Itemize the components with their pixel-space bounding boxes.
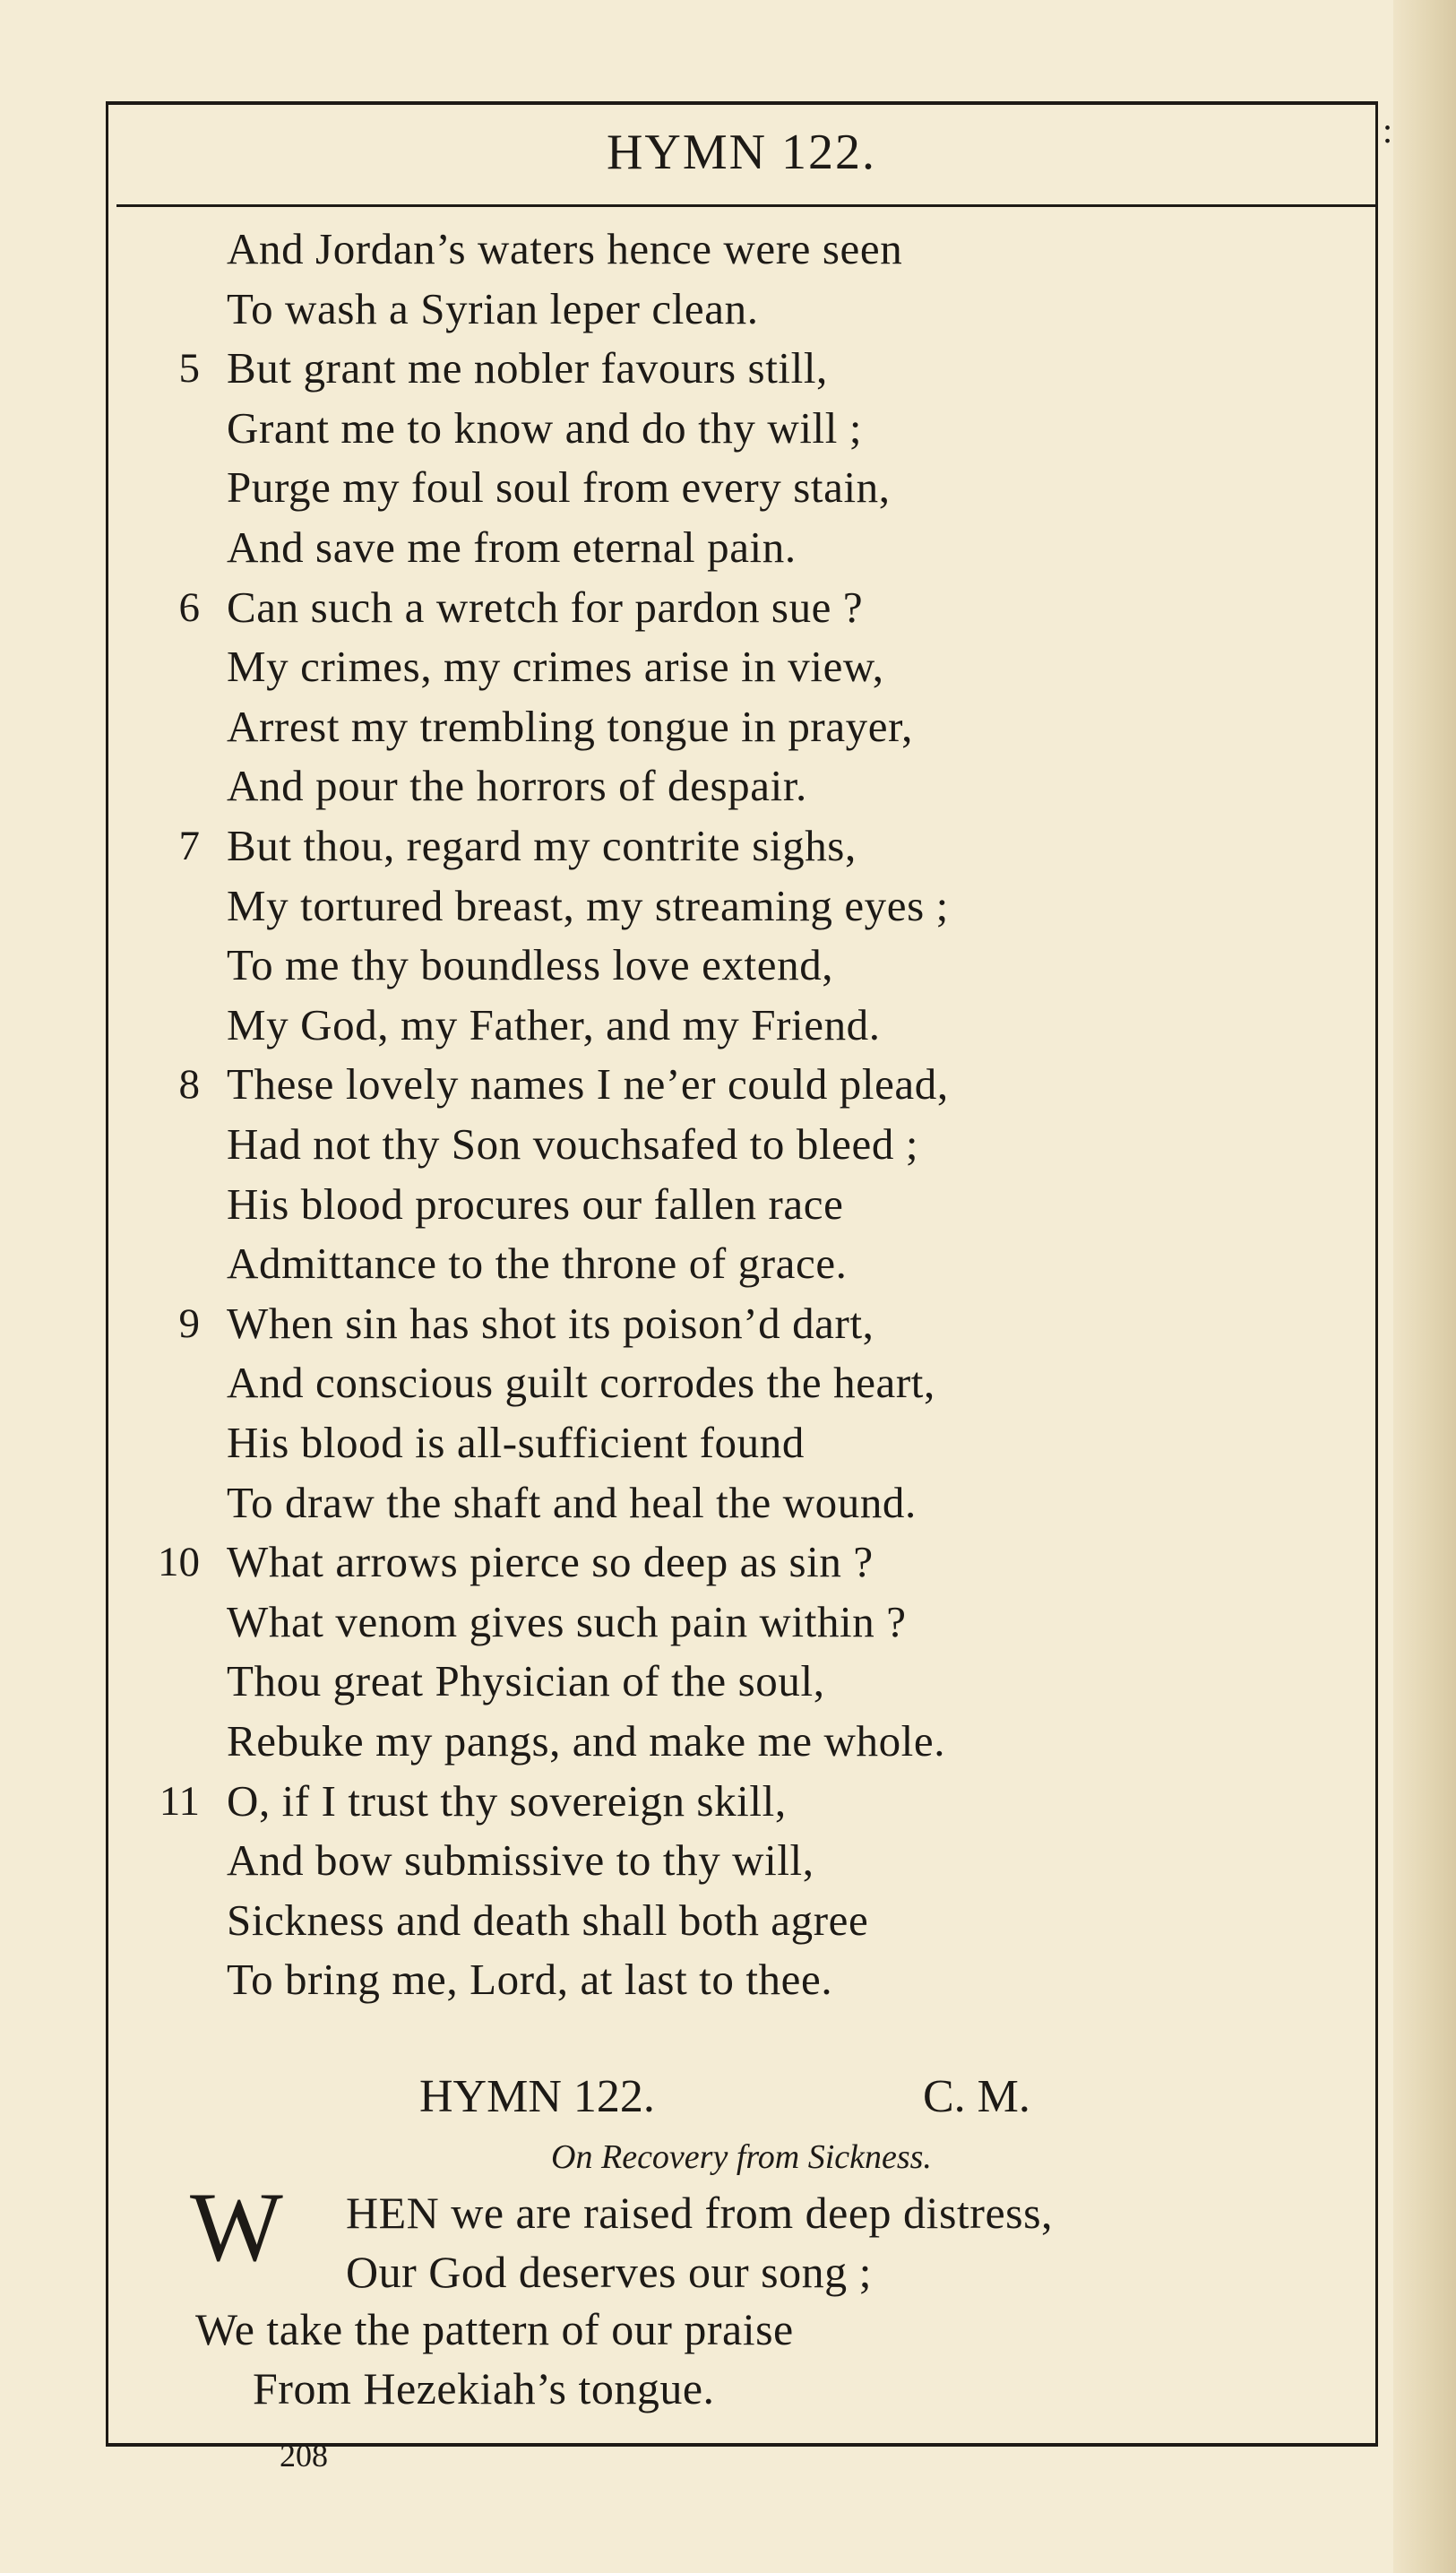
next-hymn-line-2: Our God deserves our song ;: [346, 2247, 873, 2297]
next-hymn-line-3: We take the pattern of our praise: [195, 2304, 794, 2354]
verse-line: To wash a Syrian leper clean.: [227, 283, 759, 333]
stanza-number: 9: [178, 1299, 200, 1347]
verse-line: Sickness and death shall both agree: [227, 1895, 869, 1945]
page-edge: [1393, 0, 1456, 2573]
page-number: 208: [280, 2438, 328, 2474]
verse-line: To me thy boundless love extend,: [227, 940, 834, 990]
next-hymn-meter: C. M.: [923, 2071, 1030, 2122]
verse-line: And Jordan’s waters hence were seen: [227, 224, 903, 273]
verse-line: My tortured breast, my streaming eyes ;: [227, 880, 949, 930]
header-underline-rule: [116, 204, 1375, 207]
header-mark: :: [1383, 110, 1393, 151]
verse-line: To bring me, Lord, at last to thee.: [227, 1955, 833, 2005]
verse-line: His blood is all-sufficient found: [227, 1418, 805, 1467]
verse-line: Had not thy Son vouchsafed to bleed ;: [227, 1119, 919, 1169]
verse-line: Thou great Physician of the soul,: [227, 1656, 825, 1706]
verse-line: What arrows pierce so deep as sin ?: [227, 1537, 874, 1587]
verse-line: When sin has shot its poison’d dart,: [227, 1298, 874, 1348]
page-header-title: HYMN 122.: [606, 125, 877, 180]
verse-line: Rebuke my pangs, and make me whole.: [227, 1716, 946, 1766]
next-hymn-subtitle: On Recovery from Sickness.: [551, 2138, 932, 2176]
next-hymn-title: HYMN 122.: [419, 2071, 655, 2122]
verse-line: But thou, regard my contrite sighs,: [227, 821, 857, 870]
verse-line: My crimes, my crimes arise in view,: [227, 642, 884, 692]
stanza-number: 11: [159, 1777, 200, 1825]
left-border-rule: [106, 101, 108, 2445]
verse-line: Grant me to know and do thy will ;: [227, 402, 863, 453]
verse-line: But grant me nobler favours still,: [227, 343, 828, 393]
verse-line: Arrest my trembling tongue in prayer,: [227, 701, 913, 751]
verse-line: These lovely names I ne’er could plead,: [227, 1059, 949, 1109]
stanza-number: 10: [158, 1539, 200, 1586]
stanza-number: 7: [178, 823, 200, 869]
verse-line: Purge my foul soul from every stain,: [227, 462, 891, 513]
right-border-rule: [1375, 101, 1378, 2445]
verse-line: His blood procures our fallen race: [227, 1179, 844, 1229]
verse-line: To draw the shaft and heal the wound.: [227, 1477, 917, 1527]
verse-line: And pour the horrors of despair.: [227, 761, 807, 811]
stanza-number: 8: [178, 1061, 200, 1109]
verse-line: Can such a wretch for pardon sue ?: [227, 582, 864, 632]
stanza-number: 6: [178, 583, 200, 631]
stanza-number: 5: [178, 345, 200, 393]
next-hymn-line-1: HEN we are raised from deep distress,: [346, 2188, 1054, 2238]
verse-line: And conscious guilt corrodes the heart,: [227, 1358, 935, 1408]
drop-cap-letter: W: [190, 2172, 283, 2282]
top-border-rule: [106, 101, 1378, 105]
verse-line: O, if I trust thy sovereign skill,: [227, 1775, 787, 1826]
verse-line: What venom gives such pain within ?: [227, 1596, 907, 1646]
verse-line: Admittance to the throne of grace.: [227, 1239, 848, 1289]
verse-line: And bow submissive to thy will,: [227, 1835, 814, 1886]
verse-line: My God, my Father, and my Friend.: [227, 999, 881, 1049]
next-hymn-line-4: From Hezekiah’s tongue.: [253, 2363, 715, 2413]
verse-line: And save me from eternal pain.: [227, 522, 797, 572]
